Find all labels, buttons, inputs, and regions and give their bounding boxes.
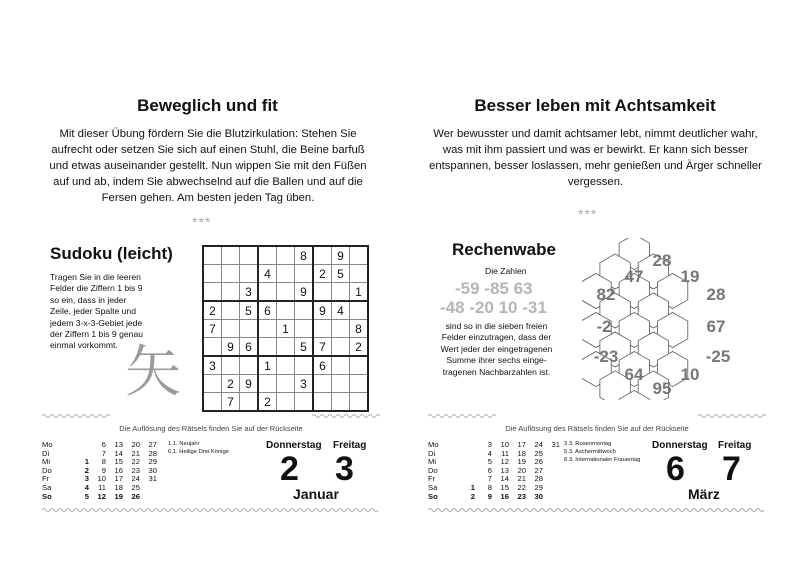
sudoku-cell[interactable]: 1 bbox=[277, 320, 295, 338]
calendar-date: 3 bbox=[487, 440, 492, 449]
sudoku-cell[interactable]: 8 bbox=[350, 320, 369, 338]
calendar-date bbox=[546, 493, 563, 502]
right-calendar bbox=[428, 441, 563, 501]
sudoku-cell[interactable] bbox=[258, 283, 277, 302]
calendar-date: 22 bbox=[517, 482, 526, 492]
calendar-date: 17 bbox=[517, 440, 526, 449]
calendar-date: 13 bbox=[114, 440, 123, 449]
sudoku-cell[interactable] bbox=[277, 283, 295, 302]
calendar-date: 10 bbox=[500, 440, 509, 449]
sudoku-cell[interactable] bbox=[277, 301, 295, 320]
sudoku-cell[interactable] bbox=[222, 246, 240, 265]
sudoku-cell[interactable] bbox=[295, 301, 314, 320]
sudoku-cell[interactable]: 2 bbox=[203, 301, 222, 320]
calendar-date bbox=[546, 458, 563, 467]
calendar-date: 21 bbox=[131, 448, 140, 458]
calendar-date bbox=[75, 441, 92, 450]
sudoku-cell[interactable] bbox=[313, 375, 332, 393]
honeycomb-number: -25 bbox=[705, 347, 731, 366]
right-month: März bbox=[688, 486, 720, 502]
honeycomb-number: 95 bbox=[652, 379, 672, 398]
sudoku-cell[interactable]: 9 bbox=[332, 246, 350, 265]
calendar-date: 20 bbox=[517, 465, 526, 475]
calendar-date: 26 bbox=[534, 457, 543, 467]
sudoku-cell[interactable] bbox=[222, 356, 240, 375]
calendar-date: 1 bbox=[84, 457, 89, 467]
calendar-date: 23 bbox=[517, 491, 526, 501]
sudoku-cell[interactable]: 3 bbox=[295, 375, 314, 393]
calendar-weekday: Mi bbox=[42, 457, 51, 467]
calendar-date: 19 bbox=[517, 457, 526, 467]
calendar-weekday: Mo bbox=[42, 440, 53, 449]
left-month: Januar bbox=[293, 486, 339, 502]
right-top-wave bbox=[428, 413, 766, 419]
calendar-date: 28 bbox=[534, 474, 543, 484]
sudoku-cell[interactable] bbox=[350, 246, 369, 265]
sudoku-cell[interactable] bbox=[295, 320, 314, 338]
sudoku-cell[interactable] bbox=[240, 265, 259, 283]
calendar-date bbox=[461, 467, 478, 476]
right-title: Besser leben mit Achtsamkeit bbox=[474, 96, 716, 115]
calendar-date: 12 bbox=[97, 491, 106, 501]
calendar-date: 26 bbox=[131, 491, 140, 501]
calendar-date: 15 bbox=[114, 457, 123, 467]
left-bottom-wave bbox=[42, 507, 380, 513]
sudoku-cell[interactable] bbox=[203, 283, 222, 302]
honeycomb-number: 67 bbox=[706, 317, 726, 336]
left-holidays bbox=[168, 440, 229, 456]
kanji-glyph: 矢 bbox=[125, 340, 181, 405]
calendar-date: 28 bbox=[148, 448, 157, 458]
sudoku-cell[interactable] bbox=[258, 246, 277, 265]
right-day1-name: Donnerstag bbox=[652, 440, 708, 451]
right-day2-number: 7 bbox=[722, 450, 741, 488]
rechenwabe-title: Rechenwabe bbox=[452, 240, 556, 259]
sudoku-cell[interactable]: 4 bbox=[332, 301, 350, 320]
numbers-line-2: -48 -20 10 -31 bbox=[440, 298, 547, 317]
sudoku-row bbox=[203, 338, 368, 357]
sudoku-row bbox=[203, 356, 368, 375]
right-day1-number: 6 bbox=[666, 450, 685, 488]
calendar-date: 16 bbox=[114, 465, 123, 475]
sudoku-cell[interactable] bbox=[332, 283, 350, 302]
sudoku-cell[interactable] bbox=[295, 356, 314, 375]
sudoku-cell[interactable]: 3 bbox=[240, 283, 259, 302]
sudoku-cell[interactable] bbox=[203, 393, 222, 412]
honeycomb-number: 82 bbox=[596, 285, 616, 304]
calendar-weekday: So bbox=[42, 491, 52, 501]
sudoku-cell[interactable]: 2 bbox=[350, 338, 369, 357]
right-footer-note: Die Auflösung des Rätsels finden Sie auf der Rückseite bbox=[505, 424, 689, 433]
left-top-wave bbox=[42, 413, 380, 419]
sudoku-cell[interactable] bbox=[277, 356, 295, 375]
sudoku-cell[interactable] bbox=[240, 393, 259, 412]
calendar-date: 2 bbox=[470, 491, 475, 501]
calendar-date: 17 bbox=[114, 474, 123, 484]
sudoku-cell[interactable]: 5 bbox=[240, 301, 259, 320]
calendar-date: 24 bbox=[534, 440, 543, 449]
sudoku-row bbox=[203, 246, 368, 265]
sudoku-cell[interactable] bbox=[277, 338, 295, 357]
calendar-date: 18 bbox=[517, 448, 526, 458]
calendar-date: 11 bbox=[501, 448, 509, 458]
sudoku-cell[interactable]: 6 bbox=[313, 356, 332, 375]
sudoku-cell[interactable]: 4 bbox=[258, 265, 277, 283]
holiday-item: 3.3. Rosenmontag bbox=[564, 441, 612, 447]
sudoku-cell[interactable]: 7 bbox=[313, 338, 332, 357]
sudoku-cell[interactable] bbox=[313, 246, 332, 265]
left-paragraph: Mit dieser Übung fördern Sie die Blutzirkulation: Stehen Sie aufrecht oder setzen Sie sich auf einen Stuhl, die Beine barfuß und etwas auseinander gestellt. Nun wippen Sie mit den Füßen auf und ab, indem Sie abwechselnd auf die Ballen und auf die Fersen gehen. Am besten jeden Tag üben. bbox=[49, 128, 367, 204]
sudoku-cell[interactable] bbox=[240, 246, 259, 265]
calendar-date bbox=[461, 475, 478, 484]
left-day1-number: 2 bbox=[280, 450, 299, 488]
sudoku-row bbox=[203, 301, 368, 320]
sudoku-row bbox=[203, 265, 368, 283]
honeycomb-number: -2 bbox=[596, 317, 612, 336]
calendar-date: 18 bbox=[114, 482, 123, 492]
right-bottom-wave bbox=[428, 507, 766, 513]
sudoku-cell[interactable]: 6 bbox=[258, 301, 277, 320]
die-zahlen-label: Die Zahlen bbox=[485, 266, 527, 276]
sudoku-cell[interactable]: 9 bbox=[295, 283, 314, 302]
sudoku-cell[interactable] bbox=[350, 265, 369, 283]
calendar-row bbox=[42, 458, 160, 467]
calendar-date: 6 bbox=[101, 440, 106, 449]
honeycomb-puzzle[interactable] bbox=[582, 238, 742, 400]
sudoku-cell[interactable] bbox=[295, 265, 314, 283]
calendar-date: 7 bbox=[101, 448, 106, 458]
sudoku-title: Sudoku (leicht) bbox=[50, 244, 173, 263]
holiday-item: 1.1. Neujahr bbox=[168, 441, 200, 447]
right-holidays bbox=[564, 440, 640, 465]
sudoku-cell[interactable] bbox=[203, 375, 222, 393]
sudoku-cell[interactable] bbox=[313, 320, 332, 338]
calendar-weekday: Di bbox=[42, 448, 50, 458]
rechenwabe-instructions: sind so in die sieben freien Felder einzutragen, dass der Wert jeder der eingetragenen Summe ihrer sechs einge-tragenen Nachbarzahlen ist. bbox=[440, 321, 553, 377]
sudoku-cell[interactable] bbox=[258, 320, 277, 338]
calendar-date: 7 bbox=[487, 474, 492, 484]
calendar-date: 8 bbox=[487, 482, 492, 492]
sudoku-cell[interactable] bbox=[350, 301, 369, 320]
calendar-weekday: So bbox=[428, 491, 438, 501]
sudoku-cell[interactable] bbox=[203, 338, 222, 357]
sudoku-cell[interactable] bbox=[222, 320, 240, 338]
calendar-date: 9 bbox=[487, 491, 492, 501]
left-day2-name: Freitag bbox=[333, 440, 367, 451]
sudoku-cell[interactable]: 8 bbox=[295, 246, 314, 265]
calendar-row bbox=[42, 493, 160, 502]
sudoku-cell[interactable] bbox=[203, 246, 222, 265]
sudoku-cell[interactable]: 2 bbox=[222, 375, 240, 393]
right-stars: *** bbox=[578, 206, 598, 222]
sudoku-cell[interactable]: 1 bbox=[258, 356, 277, 375]
calendar-row bbox=[42, 441, 160, 450]
calendar-row bbox=[42, 450, 160, 459]
sudoku-cell[interactable] bbox=[332, 320, 350, 338]
sudoku-cell[interactable] bbox=[332, 338, 350, 357]
sudoku-cell[interactable]: 2 bbox=[313, 265, 332, 283]
left-stars: *** bbox=[192, 214, 212, 230]
left-day2-number: 3 bbox=[335, 450, 354, 488]
calendar-date bbox=[546, 467, 563, 476]
sudoku-cell[interactable]: 9 bbox=[222, 338, 240, 357]
sudoku-cell[interactable] bbox=[222, 283, 240, 302]
sudoku-cell[interactable] bbox=[222, 301, 240, 320]
calendar-date: 6 bbox=[487, 465, 492, 475]
sudoku-cell[interactable] bbox=[258, 375, 277, 393]
sudoku-cell[interactable]: 5 bbox=[332, 265, 350, 283]
calendar-date bbox=[546, 450, 563, 459]
sudoku-row bbox=[203, 393, 368, 412]
sudoku-cell[interactable] bbox=[277, 393, 295, 412]
honeycomb-number: 28 bbox=[652, 251, 672, 270]
sudoku-cell[interactable]: 3 bbox=[203, 356, 222, 375]
sudoku-row bbox=[203, 320, 368, 338]
calendar-date: 25 bbox=[534, 448, 543, 458]
honeycomb-number: 64 bbox=[624, 365, 644, 384]
calendar-date: 21 bbox=[517, 474, 526, 484]
calendar-date: 29 bbox=[534, 482, 543, 492]
calendar-date: 27 bbox=[534, 465, 543, 475]
calendar-date: 2 bbox=[84, 465, 89, 475]
sudoku-cell[interactable]: 5 bbox=[295, 338, 314, 357]
calendar-date: 4 bbox=[84, 482, 89, 492]
calendar-weekday: Fr bbox=[42, 474, 50, 484]
sudoku-cell[interactable] bbox=[350, 393, 369, 412]
calendar-date: 8 bbox=[101, 457, 106, 467]
calendar-date: 11 bbox=[98, 482, 106, 492]
calendar-date bbox=[461, 458, 478, 467]
sudoku-cell[interactable]: 6 bbox=[240, 338, 259, 357]
calendar-date: 5 bbox=[487, 457, 492, 467]
calendar-date: 27 bbox=[148, 440, 157, 449]
right-day2-name: Freitag bbox=[718, 440, 752, 451]
calendar-date bbox=[461, 441, 478, 450]
calendar-date: 30 bbox=[534, 491, 543, 501]
sudoku-row bbox=[203, 375, 368, 393]
honeycomb-number: 19 bbox=[680, 267, 700, 286]
sudoku-cell[interactable]: 1 bbox=[350, 283, 369, 302]
calendar-weekday: Sa bbox=[428, 482, 438, 492]
calendar-date: 22 bbox=[131, 457, 140, 467]
left-footer-note: Die Auflösung des Rätsels finden Sie auf der Rückseite bbox=[119, 424, 303, 433]
calendar-date bbox=[546, 484, 563, 493]
calendar-weekday: Do bbox=[42, 465, 52, 475]
sudoku-cell[interactable] bbox=[240, 356, 259, 375]
sudoku-cell[interactable] bbox=[277, 246, 295, 265]
left-calendar bbox=[42, 441, 160, 501]
calendar-date: 16 bbox=[500, 491, 509, 501]
calendar-date bbox=[143, 484, 160, 493]
sudoku-instructions: Tragen Sie in die leeren Felder die Ziffern 1 bis 9 so ein, dass in jeder Zeile, jeder Spalte und jedem 3-x-3-Gebiet jede der Ziffern 1 bis 9 genau einmal vorkommt. bbox=[50, 272, 143, 351]
calendar-date: 10 bbox=[97, 474, 106, 484]
calendar-date: 1 bbox=[470, 482, 475, 492]
sudoku-cell[interactable] bbox=[350, 356, 369, 375]
calendar-date: 14 bbox=[500, 474, 509, 484]
calendar-date: 20 bbox=[131, 440, 140, 449]
calendar-weekday: Mi bbox=[428, 457, 437, 467]
honeycomb-number: 10 bbox=[680, 365, 700, 384]
calendar-date bbox=[143, 493, 160, 502]
sudoku-cell[interactable]: 7 bbox=[222, 393, 240, 412]
calendar-date: 9 bbox=[101, 465, 106, 475]
calendar-date bbox=[461, 450, 478, 459]
calendar-date: 31 bbox=[551, 440, 560, 449]
sudoku-cell[interactable] bbox=[240, 320, 259, 338]
sudoku-cell[interactable] bbox=[313, 283, 332, 302]
numbers-line-1: -59 -85 63 bbox=[455, 279, 533, 298]
sudoku-cell[interactable] bbox=[313, 393, 332, 412]
calendar-date: 24 bbox=[131, 474, 140, 484]
calendar-date: 29 bbox=[148, 457, 157, 467]
left-title: Beweglich und fit bbox=[137, 96, 278, 115]
sudoku-row bbox=[203, 283, 368, 302]
left-day1-name: Donnerstag bbox=[266, 440, 322, 451]
calendar-weekday: Mo bbox=[428, 440, 439, 449]
holiday-item: 8.3. Internationaler Frauentag bbox=[564, 457, 641, 464]
calendar-date: 14 bbox=[114, 448, 123, 458]
sudoku-cell[interactable]: 2 bbox=[258, 393, 277, 412]
sudoku-cell[interactable]: 7 bbox=[203, 320, 222, 338]
sudoku-grid[interactable] bbox=[202, 245, 369, 412]
right-paragraph: Wer bewusster und damit achtsamer lebt, nimmt deutlicher wahr, was mit ihm passiert und was er bewirkt. Er kann sich besser entspannen, besser loslassen, mehr genießen und Ärger schneller vergessen. bbox=[429, 128, 762, 188]
calendar-date: 12 bbox=[500, 457, 509, 467]
calendar-date: 4 bbox=[487, 448, 492, 458]
calendar-weekday: Fr bbox=[428, 474, 436, 484]
honeycomb-number: -23 bbox=[593, 347, 619, 366]
calendar-date: 13 bbox=[500, 465, 509, 475]
calendar-date: 5 bbox=[84, 491, 89, 501]
sudoku-cell[interactable] bbox=[277, 375, 295, 393]
calendar-date: 15 bbox=[500, 482, 509, 492]
honeycomb-number: 47 bbox=[624, 267, 644, 286]
calendar-date: 30 bbox=[148, 465, 157, 475]
holiday-item: 5.3. Aschermittwoch bbox=[564, 449, 616, 456]
sudoku-cell[interactable] bbox=[332, 375, 350, 393]
sudoku-cell[interactable] bbox=[203, 265, 222, 283]
calendar-date: 25 bbox=[131, 482, 140, 492]
calendar-date: 19 bbox=[114, 491, 123, 501]
sudoku-cell[interactable] bbox=[332, 356, 350, 375]
sudoku-cell[interactable]: 9 bbox=[240, 375, 259, 393]
sudoku-cell[interactable] bbox=[332, 393, 350, 412]
calendar-weekday: Di bbox=[428, 448, 436, 458]
calendar-row bbox=[428, 493, 563, 502]
sudoku-cell[interactable] bbox=[258, 338, 277, 357]
calendar-date: 23 bbox=[131, 465, 140, 475]
calendar-date bbox=[75, 450, 92, 459]
sudoku-cell[interactable] bbox=[277, 265, 295, 283]
calendar-date: 3 bbox=[84, 474, 89, 484]
sudoku-cell[interactable]: 9 bbox=[313, 301, 332, 320]
holiday-item: 6.1. Heilige Drei Könige bbox=[168, 449, 229, 456]
calendar-weekday: Do bbox=[428, 465, 438, 475]
calendar-date: 31 bbox=[148, 474, 157, 484]
calendar-weekday: Sa bbox=[42, 482, 52, 492]
calendar-date bbox=[546, 475, 563, 484]
sudoku-cell[interactable] bbox=[350, 375, 369, 393]
sudoku-cell[interactable] bbox=[295, 393, 314, 412]
honeycomb-number: 28 bbox=[706, 285, 726, 304]
sudoku-cell[interactable] bbox=[222, 265, 240, 283]
